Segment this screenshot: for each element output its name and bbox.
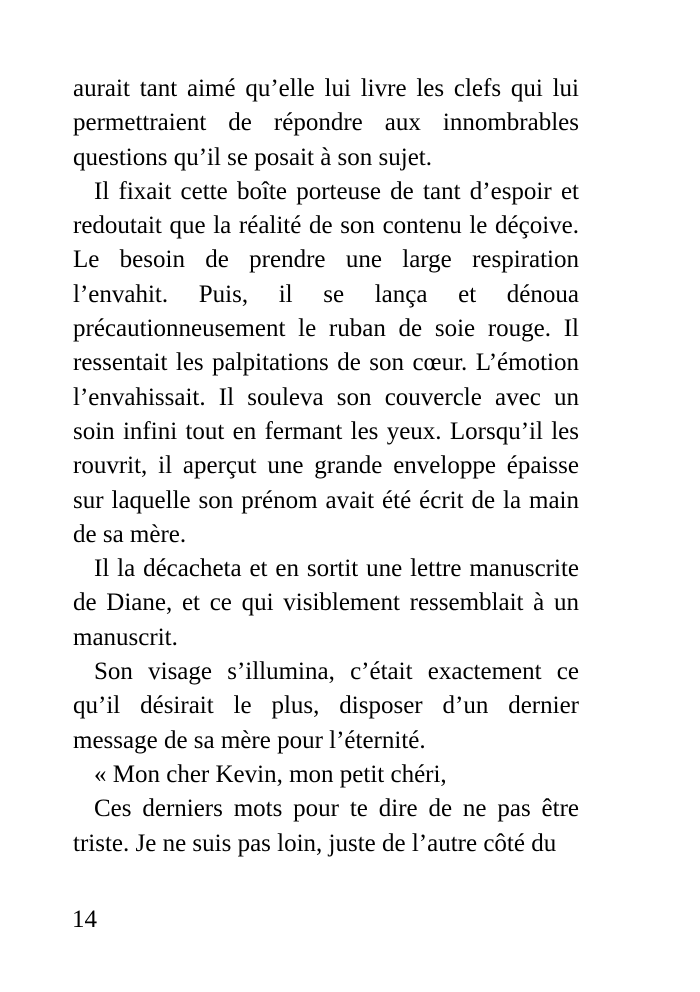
page-number: 14 (72, 906, 97, 933)
paragraph: Il fixait cette boîte porteuse de tant d’espoir et redoutait que la réalité de son contenu le déçoive. Le besoin de prendre une large respiration l’envahit. Puis, il se lança et dénoua précautionneusement le ruban de soie rouge. Il ressentait les palpitations de son cœur. L’émotion l’envahissait. Il souleva son couvercle avec un soin infini tout en fermant les yeux. Lorsqu’il les rouvrit, il aperçut une grande enveloppe épaisse sur laquelle son prénom avait été écrit de la main de sa mère. (73, 177, 579, 548)
paragraph: Ces derniers mots pour te dire de ne pas être triste. Je ne suis pas loin, juste de l’autre côté du (73, 795, 579, 857)
paragraph: Il la décacheta et en sortit une lettre manuscrite de Diane, et ce qui visiblement ressemblait à un manuscrit. (73, 555, 579, 651)
paragraph: aurait tant aimé qu’elle lui livre les clefs qui lui permettraient de répondre aux innombrables questions qu’il se posait à son sujet. (73, 75, 579, 171)
body-text (73, 72, 579, 861)
paragraph: « Mon cher Kevin, mon petit chéri, (94, 760, 447, 788)
paragraph: Son visage s’illumina, c’était exactement ce qu’il désirait le plus, disposer d’un dernier message de sa mère pour l’éternité. (73, 658, 579, 754)
